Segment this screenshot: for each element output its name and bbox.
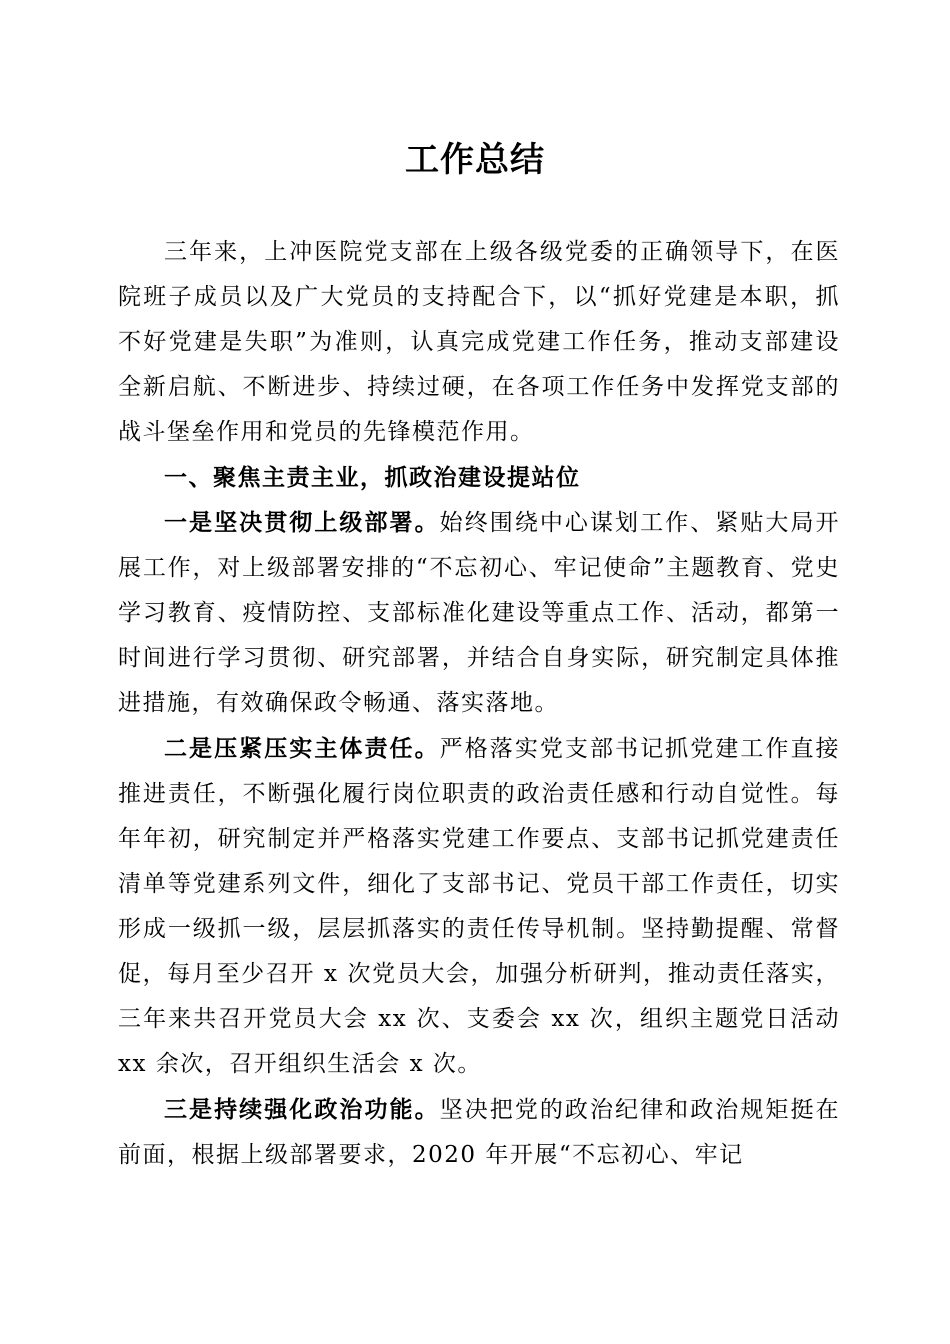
- paragraph-lead: 三是持续强化政治功能。: [164, 1096, 440, 1123]
- paragraph-lead: 二是压紧压实主体责任。: [164, 735, 440, 762]
- paragraph-lead: 一是坚决贯彻上级部署。: [164, 509, 440, 536]
- paragraph-text: 严格落实党支部书记抓党建工作直接推进责任，不断强化履行岗位职责的政治责任感和行动自觉性。每年年初，研究制定并严格落实党建工作要点、支部书记抓党建责任清单等党建系列文件，细化了支部书记、党员干部工作责任，切实形成一级抓一级，层层抓落实的责任传导机制。坚持勤提醒、常督促，每月至少召开 x 次党员大会，加强分析研判，推动责任落实，三年来共召开党员大会 xx 次、支委会 xx 次，组织主题党日活动 xx 余次，召开组织生活会 x 次。: [118, 736, 841, 1077]
- section-heading: 一、聚焦主责主业，抓政治建设提站位: [164, 464, 581, 491]
- paragraph-item-1: [118, 500, 840, 726]
- paragraph-item-2: [118, 726, 840, 1087]
- paragraph-text: 坚决把党的政治纪律和政治规矩挺在前面，根据上级部署要求，2020 年开展“不忘初心、牢记: [118, 1097, 841, 1168]
- paragraph-text: 始终围绕中心谋划工作、紧贴大局开展工作，对上级部署安排的“不忘初心、牢记使命”主题教育、党史学习教育、疫情防控、支部标准化建设等重点工作、活动，都第一时间进行学习贯彻、研究部署，并结合自身实际，研究制定具体推进措施，有效确保政令畅通、落实落地。: [118, 510, 841, 716]
- document-body: [118, 230, 840, 1178]
- paragraph-item-3: [118, 1087, 840, 1178]
- document-title: 工作总结: [405, 140, 545, 180]
- intro-paragraph: 三年来，上冲医院党支部在上级各级党委的正确领导下，在医院班子成员以及广大党员的支持配合下，以“抓好党建是本职，抓不好党建是失职”为准则，认真完成党建工作任务，推动支部建设全新启航、不断进步、持续过硬，在各项工作任务中发挥党支部的战斗堡垒作用和党员的先锋模范作用。: [118, 239, 840, 445]
